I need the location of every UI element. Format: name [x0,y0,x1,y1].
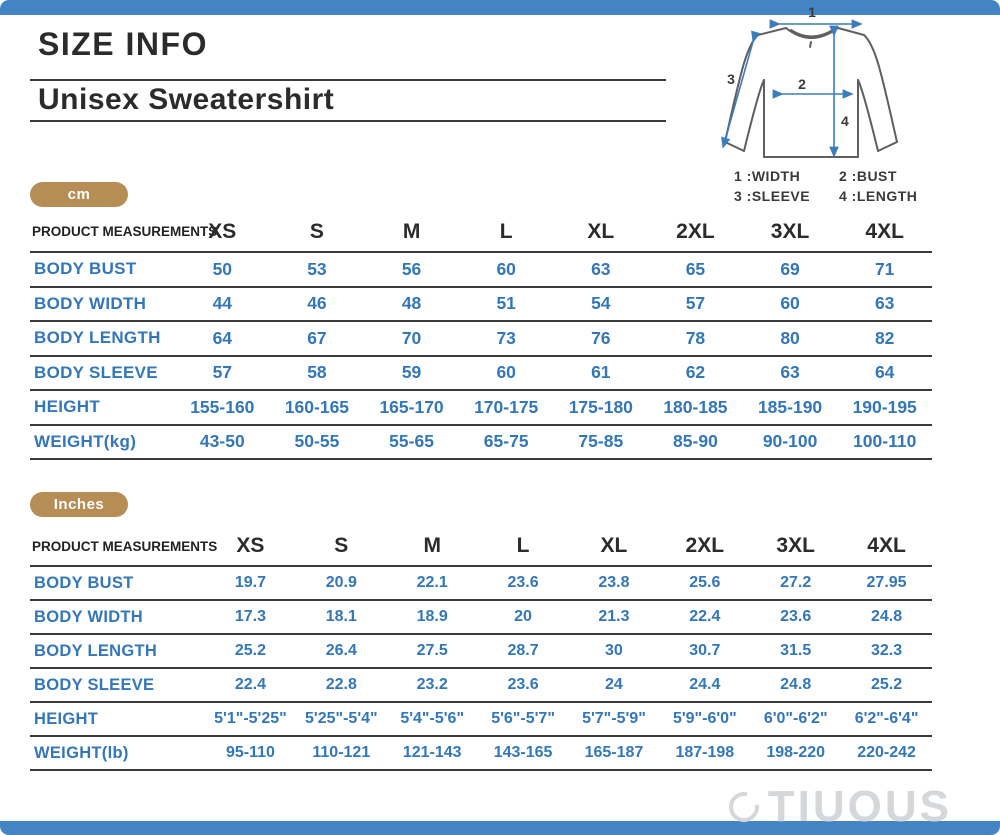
size-table-inches [30,527,932,771]
product-measurements-header: PRODUCT MEASUREMENTS [30,527,205,566]
measurement-value: 170-175 [459,390,554,425]
measurement-row-label: BODY SLEEVE [30,668,205,702]
measurement-row-label: WEIGHT(kg) [30,425,175,460]
measurement-value: 165-187 [569,736,660,770]
size-column-header: XS [205,527,296,566]
size-column-header: M [387,527,478,566]
size-column-header: 3XL [750,527,841,566]
watermark-text: TIUOUS [767,782,952,831]
measurement-value: 18.9 [387,600,478,634]
measurement-value: 23.6 [478,566,569,600]
measurement-value: 155-160 [175,390,270,425]
measurement-row-label: WEIGHT(lb) [30,736,205,770]
measurement-value: 23.2 [387,668,478,702]
unit-badge-inches: Inches [30,492,128,517]
measurement-value: 5'1"-5'25" [205,702,296,736]
measurement-value: 27.95 [841,566,932,600]
measurement-value: 25.6 [659,566,750,600]
measurement-value: 22.8 [296,668,387,702]
size-column-header: L [478,527,569,566]
measurement-row-label: BODY BUST [30,252,175,287]
measurement-value: 55-65 [364,425,459,460]
measurement-value: 100-110 [837,425,932,460]
measurement-value: 24.4 [659,668,750,702]
measurement-value: 75-85 [554,425,649,460]
measurement-value: 54 [554,287,649,322]
brand-watermark [726,782,952,831]
marker-2: 2 [798,76,806,92]
measurement-value: 23.8 [569,566,660,600]
measurement-value: 20 [478,600,569,634]
measurement-value: 165-170 [364,390,459,425]
measurement-value: 53 [270,252,365,287]
measurement-value: 73 [459,321,554,356]
legend-item-bust: 2 :BUST [839,168,897,184]
measurement-value: 76 [554,321,649,356]
watermark-ring-icon [726,789,762,825]
measurement-value: 62 [648,356,743,391]
legend-item-length: 4 :LENGTH [839,188,918,204]
measurement-value: 24 [569,668,660,702]
measurement-row [30,566,932,600]
measurement-row [30,356,932,391]
measurement-value: 26.4 [296,634,387,668]
measurement-value: 5'6"-5'7" [478,702,569,736]
unit-badge-cm: cm [30,182,128,207]
measurement-value: 57 [175,356,270,391]
sweater-outline-svg [698,2,938,166]
size-column-header: 3XL [743,212,838,252]
measurement-value: 17.3 [205,600,296,634]
subtitle-underline [30,120,666,122]
measurement-value: 64 [175,321,270,356]
measurement-row [30,702,932,736]
measurement-value: 51 [459,287,554,322]
measurement-value: 18.1 [296,600,387,634]
measurement-value: 5'9"-6'0" [659,702,750,736]
measurement-value: 22.1 [387,566,478,600]
measurement-row-label: BODY LENGTH [30,321,175,356]
measurement-row [30,600,932,634]
measurement-value: 70 [364,321,459,356]
size-column-header: S [270,212,365,252]
measurement-value: 175-180 [554,390,649,425]
measurement-value: 30.7 [659,634,750,668]
size-column-header: M [364,212,459,252]
measurement-value: 143-165 [478,736,569,770]
garment-diagram [698,2,938,210]
marker-1: 1 [808,4,816,20]
measurement-value: 59 [364,356,459,391]
measurement-value: 63 [743,356,838,391]
measurement-value: 67 [270,321,365,356]
measurement-row-label: BODY WIDTH [30,287,175,322]
measurement-value: 30 [569,634,660,668]
measurement-value: 5'4"-5'6" [387,702,478,736]
measurement-value: 5'7"-5'9" [569,702,660,736]
marker-3: 3 [727,71,735,87]
measurement-value: 44 [175,287,270,322]
size-column-header: XL [569,527,660,566]
measurement-value: 25.2 [205,634,296,668]
measurement-value: 31.5 [750,634,841,668]
measurement-row-label: BODY WIDTH [30,600,205,634]
measurement-value: 46 [270,287,365,322]
legend-item-sleeve: 3 :SLEEVE [734,188,811,204]
measurement-value: 21.3 [569,600,660,634]
measurement-row-label: HEIGHT [30,702,205,736]
measurement-value: 187-198 [659,736,750,770]
measurement-value: 180-185 [648,390,743,425]
measurement-row [30,252,932,287]
measurement-row [30,736,932,770]
measurement-value: 24.8 [750,668,841,702]
measurement-value: 185-190 [743,390,838,425]
measurement-value: 160-165 [270,390,365,425]
measurement-value: 57 [648,287,743,322]
measurement-value: 198-220 [750,736,841,770]
measurement-row [30,321,932,356]
measurement-value: 63 [837,287,932,322]
measurement-value: 69 [743,252,838,287]
size-column-header: XS [175,212,270,252]
size-column-header: XL [554,212,649,252]
measurement-value: 28.7 [478,634,569,668]
measurement-value: 23.6 [478,668,569,702]
measurement-value: 78 [648,321,743,356]
measurement-value: 56 [364,252,459,287]
page-subtitle: Unisex Sweatershirt [38,83,335,116]
legend-item-width: 1 :WIDTH [734,168,801,184]
diagram-legend [734,168,934,204]
measurement-row [30,425,932,460]
measurement-row [30,668,932,702]
measurement-value: 82 [837,321,932,356]
measurement-value: 63 [554,252,649,287]
size-column-header: 2XL [659,527,750,566]
size-column-header: 4XL [837,212,932,252]
measurement-value: 121-143 [387,736,478,770]
measurement-value: 58 [270,356,365,391]
measurement-row-label: BODY LENGTH [30,634,205,668]
measurement-value: 61 [554,356,649,391]
page-title: SIZE INFO [38,26,208,62]
measurement-value: 95-110 [205,736,296,770]
marker-4: 4 [841,113,849,129]
measurement-value: 65 [648,252,743,287]
measurement-value: 25.2 [841,668,932,702]
measurement-value: 22.4 [659,600,750,634]
measurement-value: 60 [459,356,554,391]
measurement-row-label: BODY SLEEVE [30,356,175,391]
measurement-row [30,287,932,322]
measurement-value: 20.9 [296,566,387,600]
measurement-value: 50 [175,252,270,287]
measurement-value: 60 [743,287,838,322]
measurement-value: 60 [459,252,554,287]
measurement-value: 80 [743,321,838,356]
measurement-value: 190-195 [837,390,932,425]
measurement-value: 50-55 [270,425,365,460]
measurement-value: 6'0"-6'2" [750,702,841,736]
measurement-row-label: HEIGHT [30,390,175,425]
size-table-header-row [30,527,932,566]
size-table-cm [30,212,932,460]
measurement-value: 23.6 [750,600,841,634]
measurement-value: 43-50 [175,425,270,460]
measurement-value: 90-100 [743,425,838,460]
measurement-value: 220-242 [841,736,932,770]
measurement-row-label: BODY BUST [30,566,205,600]
measurement-value: 24.8 [841,600,932,634]
title-underline [30,79,666,81]
measurement-value: 19.7 [205,566,296,600]
measurement-row [30,634,932,668]
size-column-header: 4XL [841,527,932,566]
measurement-value: 64 [837,356,932,391]
measurement-row [30,390,932,425]
measurement-value: 6'2"-6'4" [841,702,932,736]
size-column-header: S [296,527,387,566]
size-table-header-row [30,212,932,252]
size-column-header: L [459,212,554,252]
measurement-value: 65-75 [459,425,554,460]
measurement-value: 85-90 [648,425,743,460]
size-column-header: 2XL [648,212,743,252]
measurement-value: 110-121 [296,736,387,770]
measurement-value: 27.5 [387,634,478,668]
product-measurements-header: PRODUCT MEASUREMENTS [30,212,175,252]
measurement-value: 5'25"-5'4" [296,702,387,736]
measurement-value: 71 [837,252,932,287]
measurement-value: 27.2 [750,566,841,600]
measurement-value: 22.4 [205,668,296,702]
measurement-value: 48 [364,287,459,322]
measurement-value: 32.3 [841,634,932,668]
